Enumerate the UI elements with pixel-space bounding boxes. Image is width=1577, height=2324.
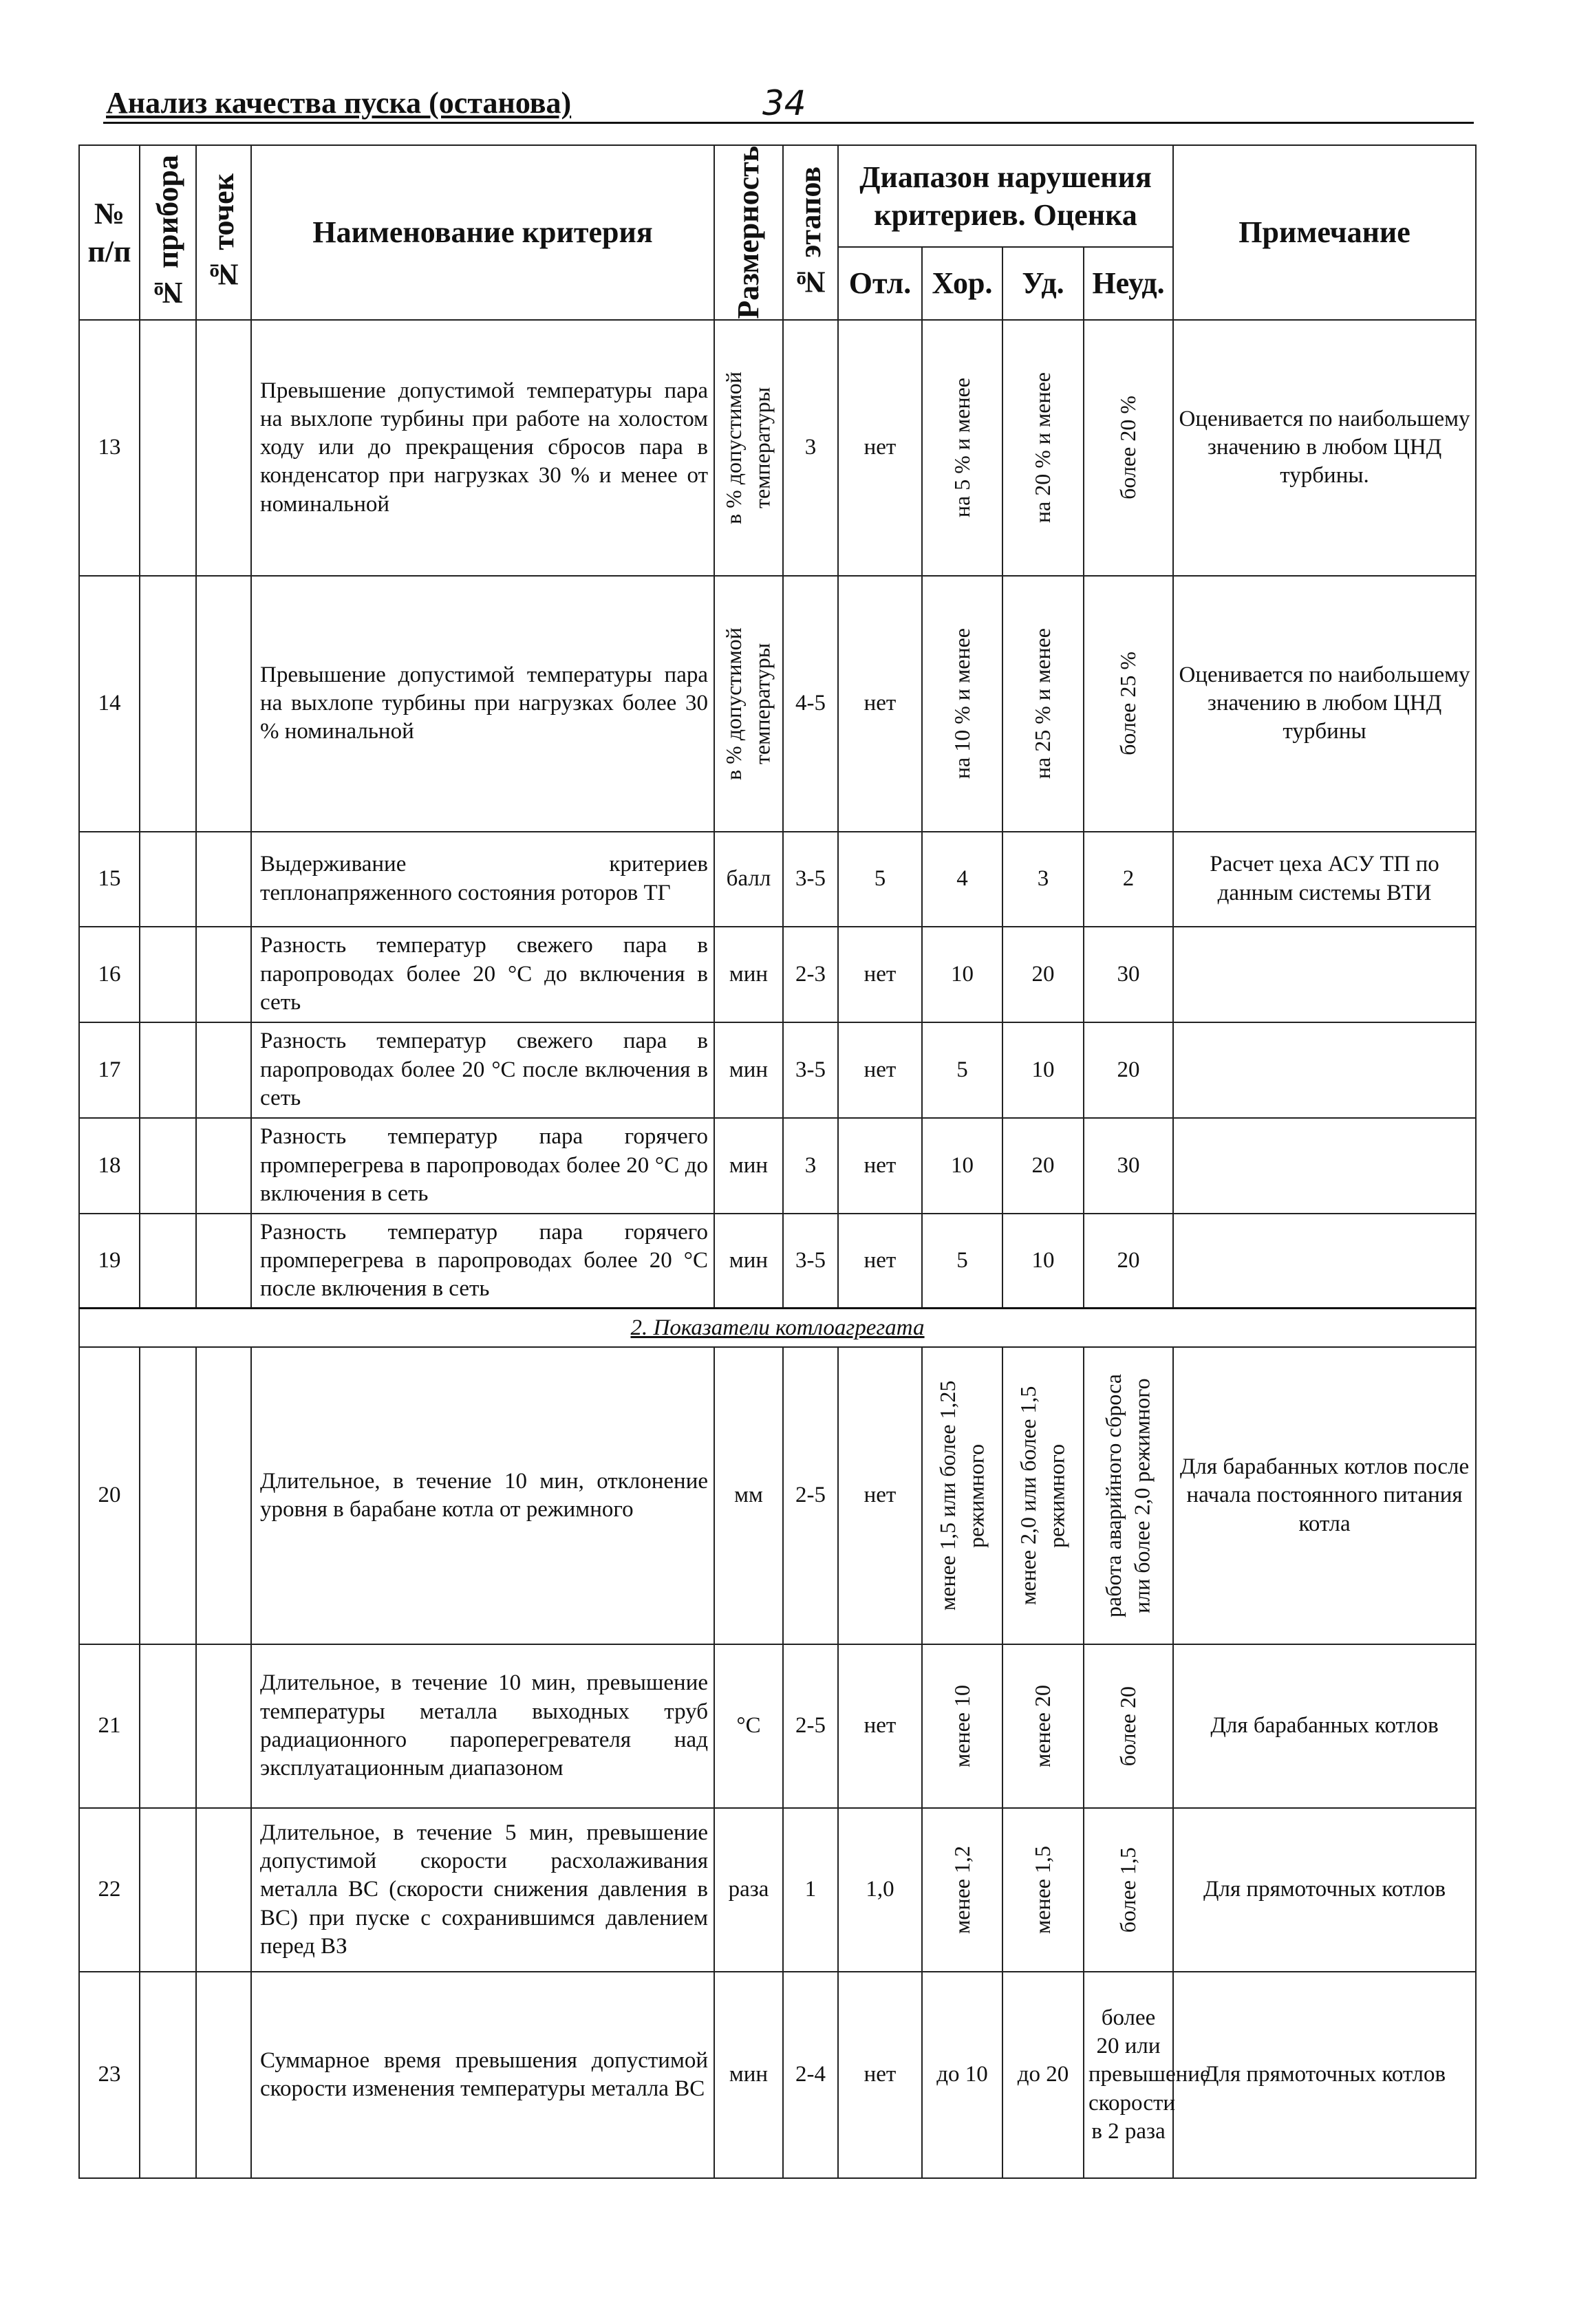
stages-cell: 2-3 bbox=[783, 927, 838, 1022]
criterion-name: Превышение допустимой температуры пара на выхлопе турбины при нагрузках более 30 % номинальной bbox=[251, 576, 714, 832]
criterion-name: Длительное, в течение 10 мин, превышение температуры металла выходных труб радиационного пароперегревателя над эксплуатационным диапазоном bbox=[251, 1644, 714, 1808]
points-cell bbox=[196, 1808, 251, 1972]
device-cell bbox=[140, 1022, 196, 1118]
satisfactory-cell: на 20 % и менее bbox=[1002, 320, 1084, 576]
satisfactory-cell: менее 2,0 или более 1,5 режимного bbox=[1002, 1347, 1084, 1644]
good-cell: 10 bbox=[922, 1118, 1002, 1214]
note-cell: Для барабанных котлов bbox=[1173, 1644, 1476, 1808]
excellent-cell: нет bbox=[838, 1347, 922, 1644]
satisfactory-cell: до 20 bbox=[1002, 1972, 1084, 2178]
stages-cell: 3 bbox=[783, 320, 838, 576]
stages-cell: 3 bbox=[783, 1118, 838, 1214]
col-header-stages: № этапов bbox=[783, 145, 838, 320]
good-cell: менее 1,5 или более 1,25 режимного bbox=[922, 1347, 1002, 1644]
criterion-name: Превышение допустимой температуры пара на выхлопе турбины при работе на холостом ходу или до прекращения сбросов пара в конденсатор при нагрузках 30 % и менее от номинальной bbox=[251, 320, 714, 576]
stages-cell: 2-5 bbox=[783, 1347, 838, 1644]
excellent-cell: нет bbox=[838, 1214, 922, 1309]
poor-cell: 20 bbox=[1084, 1214, 1173, 1309]
device-cell bbox=[140, 320, 196, 576]
col-header-range: Диапазон нарушения критериев. Оценка bbox=[838, 145, 1173, 247]
section-row bbox=[79, 1309, 1476, 1347]
device-cell bbox=[140, 1808, 196, 1972]
page-title: Анализ качества пуска (останова) bbox=[106, 86, 572, 120]
points-cell bbox=[196, 576, 251, 832]
col-header-poor: Неуд. bbox=[1084, 247, 1173, 320]
col-header-unit: Размерность bbox=[714, 145, 783, 320]
criterion-name: Длительное, в течение 10 мин, отклонение уровня в барабане котла от режимного bbox=[251, 1347, 714, 1644]
table-row bbox=[79, 1118, 1476, 1214]
excellent-cell: 1,0 bbox=[838, 1808, 922, 1972]
table-header-row bbox=[79, 145, 1476, 247]
excellent-cell: 5 bbox=[838, 832, 922, 927]
excellent-cell: нет bbox=[838, 320, 922, 576]
points-cell bbox=[196, 1118, 251, 1214]
device-cell bbox=[140, 1347, 196, 1644]
table-row bbox=[79, 1808, 1476, 1972]
criterion-name: Разность температур пара горячего промперегрева в паропроводах более 20 °С после включения в сеть bbox=[251, 1214, 714, 1309]
row-number: 20 bbox=[79, 1347, 140, 1644]
row-number: 22 bbox=[79, 1808, 140, 1972]
good-cell: менее 10 bbox=[922, 1644, 1002, 1808]
satisfactory-cell: 10 bbox=[1002, 1022, 1084, 1118]
good-cell: 5 bbox=[922, 1022, 1002, 1118]
good-cell: 5 bbox=[922, 1214, 1002, 1309]
points-cell bbox=[196, 927, 251, 1022]
poor-cell: 20 bbox=[1084, 1022, 1173, 1118]
table-row bbox=[79, 320, 1476, 576]
poor-cell: 30 bbox=[1084, 1118, 1173, 1214]
poor-cell: более 25 % bbox=[1084, 576, 1173, 832]
device-cell bbox=[140, 927, 196, 1022]
page-number: 34 bbox=[762, 83, 806, 123]
excellent-cell: нет bbox=[838, 1644, 922, 1808]
excellent-cell: нет bbox=[838, 927, 922, 1022]
col-header-note: Примечание bbox=[1173, 145, 1476, 320]
device-cell bbox=[140, 1972, 196, 2178]
unit-cell: мин bbox=[714, 1118, 783, 1214]
good-cell: менее 1,2 bbox=[922, 1808, 1002, 1972]
section-heading: 2. Показатели котлоагрегата bbox=[79, 1309, 1476, 1347]
row-number: 17 bbox=[79, 1022, 140, 1118]
satisfactory-cell: 3 bbox=[1002, 832, 1084, 927]
stages-cell: 2-5 bbox=[783, 1644, 838, 1808]
poor-cell: более 20 bbox=[1084, 1644, 1173, 1808]
unit-cell: в % допустимой температуры bbox=[714, 320, 783, 576]
table-row bbox=[79, 1644, 1476, 1808]
satisfactory-cell: 10 bbox=[1002, 1214, 1084, 1309]
table-row bbox=[79, 927, 1476, 1022]
note-cell bbox=[1173, 1118, 1476, 1214]
col-header-satisfactory: Уд. bbox=[1002, 247, 1084, 320]
poor-cell: 2 bbox=[1084, 832, 1173, 927]
stages-cell: 3-5 bbox=[783, 1022, 838, 1118]
col-header-num: № п/п bbox=[79, 145, 140, 320]
good-cell: 4 bbox=[922, 832, 1002, 927]
criterion-name: Разность температур свежего пара в паропроводах более 20 °С до включения в сеть bbox=[251, 927, 714, 1022]
points-cell bbox=[196, 1972, 251, 2178]
note-cell: Расчет цеха АСУ ТП по данным системы ВТИ bbox=[1173, 832, 1476, 927]
poor-cell: более 20 или превышение скорости в 2 раза bbox=[1084, 1972, 1173, 2178]
note-cell: Для прямоточных котлов bbox=[1173, 1808, 1476, 1972]
unit-cell: мм bbox=[714, 1347, 783, 1644]
good-cell: на 5 % и менее bbox=[922, 320, 1002, 576]
excellent-cell: нет bbox=[838, 1022, 922, 1118]
stages-cell: 3-5 bbox=[783, 1214, 838, 1309]
satisfactory-cell: 20 bbox=[1002, 1118, 1084, 1214]
excellent-cell: нет bbox=[838, 1972, 922, 2178]
table-row bbox=[79, 576, 1476, 832]
good-cell: 10 bbox=[922, 927, 1002, 1022]
satisfactory-cell: менее 1,5 bbox=[1002, 1808, 1084, 1972]
device-cell bbox=[140, 832, 196, 927]
unit-cell: мин bbox=[714, 1972, 783, 2178]
col-header-good: Хор. bbox=[922, 247, 1002, 320]
row-number: 18 bbox=[79, 1118, 140, 1214]
device-cell bbox=[140, 576, 196, 832]
criterion-name: Длительное, в течение 5 мин, превышение допустимой скорости расхолаживания металла ВС (скорости снижения давления в ВС) при пуске с сохранившимся давлением перед ВЗ bbox=[251, 1808, 714, 1972]
table-row bbox=[79, 1214, 1476, 1309]
satisfactory-cell: на 25 % и менее bbox=[1002, 576, 1084, 832]
table-row bbox=[79, 832, 1476, 927]
points-cell bbox=[196, 1347, 251, 1644]
points-cell bbox=[196, 320, 251, 576]
points-cell bbox=[196, 1644, 251, 1808]
unit-cell: в % допустимой температуры bbox=[714, 576, 783, 832]
row-number: 15 bbox=[79, 832, 140, 927]
unit-cell: мин bbox=[714, 927, 783, 1022]
col-header-device: № прибора bbox=[140, 145, 196, 320]
excellent-cell: нет bbox=[838, 576, 922, 832]
satisfactory-cell: менее 20 bbox=[1002, 1644, 1084, 1808]
note-cell: Для прямоточных котлов bbox=[1173, 1972, 1476, 2178]
satisfactory-cell: 20 bbox=[1002, 927, 1084, 1022]
unit-cell: раза bbox=[714, 1808, 783, 1972]
unit-cell: балл bbox=[714, 832, 783, 927]
row-number: 21 bbox=[79, 1644, 140, 1808]
points-cell bbox=[196, 1214, 251, 1309]
note-cell bbox=[1173, 927, 1476, 1022]
page-header bbox=[103, 81, 1474, 124]
row-number: 16 bbox=[79, 927, 140, 1022]
col-header-excellent: Отл. bbox=[838, 247, 922, 320]
note-cell: Оценивается по наибольшему значению в любом ЦНД турбины. bbox=[1173, 320, 1476, 576]
criteria-table bbox=[78, 144, 1477, 2179]
device-cell bbox=[140, 1118, 196, 1214]
unit-cell: мин bbox=[714, 1214, 783, 1309]
stages-cell: 1 bbox=[783, 1808, 838, 1972]
criterion-name: Суммарное время превышения допустимой скорости изменения температуры металла ВС bbox=[251, 1972, 714, 2178]
row-number: 13 bbox=[79, 320, 140, 576]
criterion-name: Разность температур пара горячего промперегрева в паропроводах более 20 °С до включения в сеть bbox=[251, 1118, 714, 1214]
unit-cell: °С bbox=[714, 1644, 783, 1808]
table-row bbox=[79, 1972, 1476, 2178]
device-cell bbox=[140, 1644, 196, 1808]
poor-cell: более 1,5 bbox=[1084, 1808, 1173, 1972]
table-row bbox=[79, 1022, 1476, 1118]
note-cell: Оценивается по наибольшему значению в любом ЦНД турбины bbox=[1173, 576, 1476, 832]
note-cell bbox=[1173, 1214, 1476, 1309]
row-number: 23 bbox=[79, 1972, 140, 2178]
device-cell bbox=[140, 1214, 196, 1309]
unit-cell: мин bbox=[714, 1022, 783, 1118]
poor-cell: 30 bbox=[1084, 927, 1173, 1022]
stages-cell: 4-5 bbox=[783, 576, 838, 832]
table-row bbox=[79, 1347, 1476, 1644]
col-header-points: № точек bbox=[196, 145, 251, 320]
good-cell: на 10 % и менее bbox=[922, 576, 1002, 832]
note-cell bbox=[1173, 1022, 1476, 1118]
poor-cell: более 20 % bbox=[1084, 320, 1173, 576]
row-number: 19 bbox=[79, 1214, 140, 1309]
points-cell bbox=[196, 1022, 251, 1118]
poor-cell: работа аварийного сброса или более 2,0 режимного bbox=[1084, 1347, 1173, 1644]
criterion-name: Выдерживание критериев теплонапряженного состояния роторов ТГ bbox=[251, 832, 714, 927]
good-cell: до 10 bbox=[922, 1972, 1002, 2178]
stages-cell: 3-5 bbox=[783, 832, 838, 927]
stages-cell: 2-4 bbox=[783, 1972, 838, 2178]
note-cell: Для барабанных котлов после начала постоянного питания котла bbox=[1173, 1347, 1476, 1644]
row-number: 14 bbox=[79, 576, 140, 832]
col-header-name: Наименование критерия bbox=[251, 145, 714, 320]
criterion-name: Разность температур свежего пара в паропроводах более 20 °С после включения в сеть bbox=[251, 1022, 714, 1118]
excellent-cell: нет bbox=[838, 1118, 922, 1214]
points-cell bbox=[196, 832, 251, 927]
